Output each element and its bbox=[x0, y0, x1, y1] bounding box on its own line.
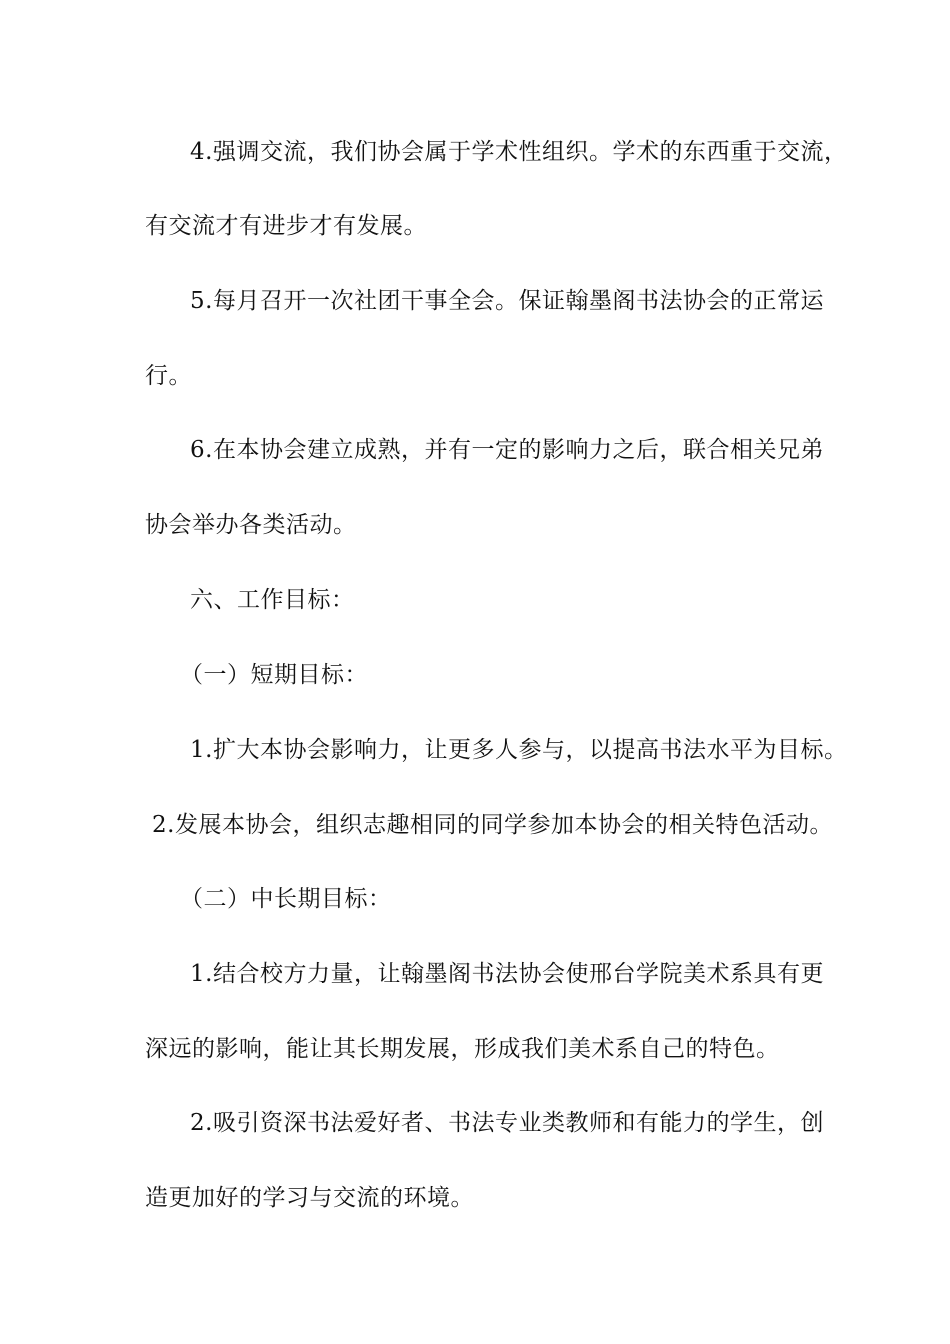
text-line: 造更加好的学习与交流的环境。 bbox=[145, 1185, 474, 1211]
text-line: 协会举办各类活动。 bbox=[145, 512, 357, 538]
text-line: 深远的影响，能让其长期发展，形成我们美术系自己的特色。 bbox=[145, 1036, 780, 1062]
text-line: 6.在本协会建立成熟，并有一定的影响力之后，联合相关兄弟 bbox=[190, 437, 824, 463]
subsection-heading: （二）中长期目标： bbox=[180, 886, 392, 912]
text-line: 2.发展本协会，组织志趣相同的同学参加本协会的相关特色活动。 bbox=[152, 812, 833, 838]
text-line: 1.扩大本协会影响力，让更多人参与，以提高书法水平为目标。 bbox=[190, 737, 848, 763]
section-heading: 六、工作目标： bbox=[190, 587, 355, 613]
text-line: 行。 bbox=[145, 363, 192, 389]
text-line: 1.结合校方力量，让翰墨阁书法协会使邢台学院美术系具有更 bbox=[190, 961, 824, 987]
subsection-heading: （一）短期目标： bbox=[180, 662, 368, 688]
text-line: 2.吸引资深书法爱好者、书法专业类教师和有能力的学生，创 bbox=[190, 1110, 824, 1136]
text-line: 4.强调交流，我们协会属于学术性组织。学术的东西重于交流， bbox=[190, 139, 848, 165]
text-line: 有交流才有进步才有发展。 bbox=[145, 213, 427, 239]
text-line: 5.每月召开一次社团干事全会。保证翰墨阁书法协会的正常运 bbox=[190, 288, 824, 314]
